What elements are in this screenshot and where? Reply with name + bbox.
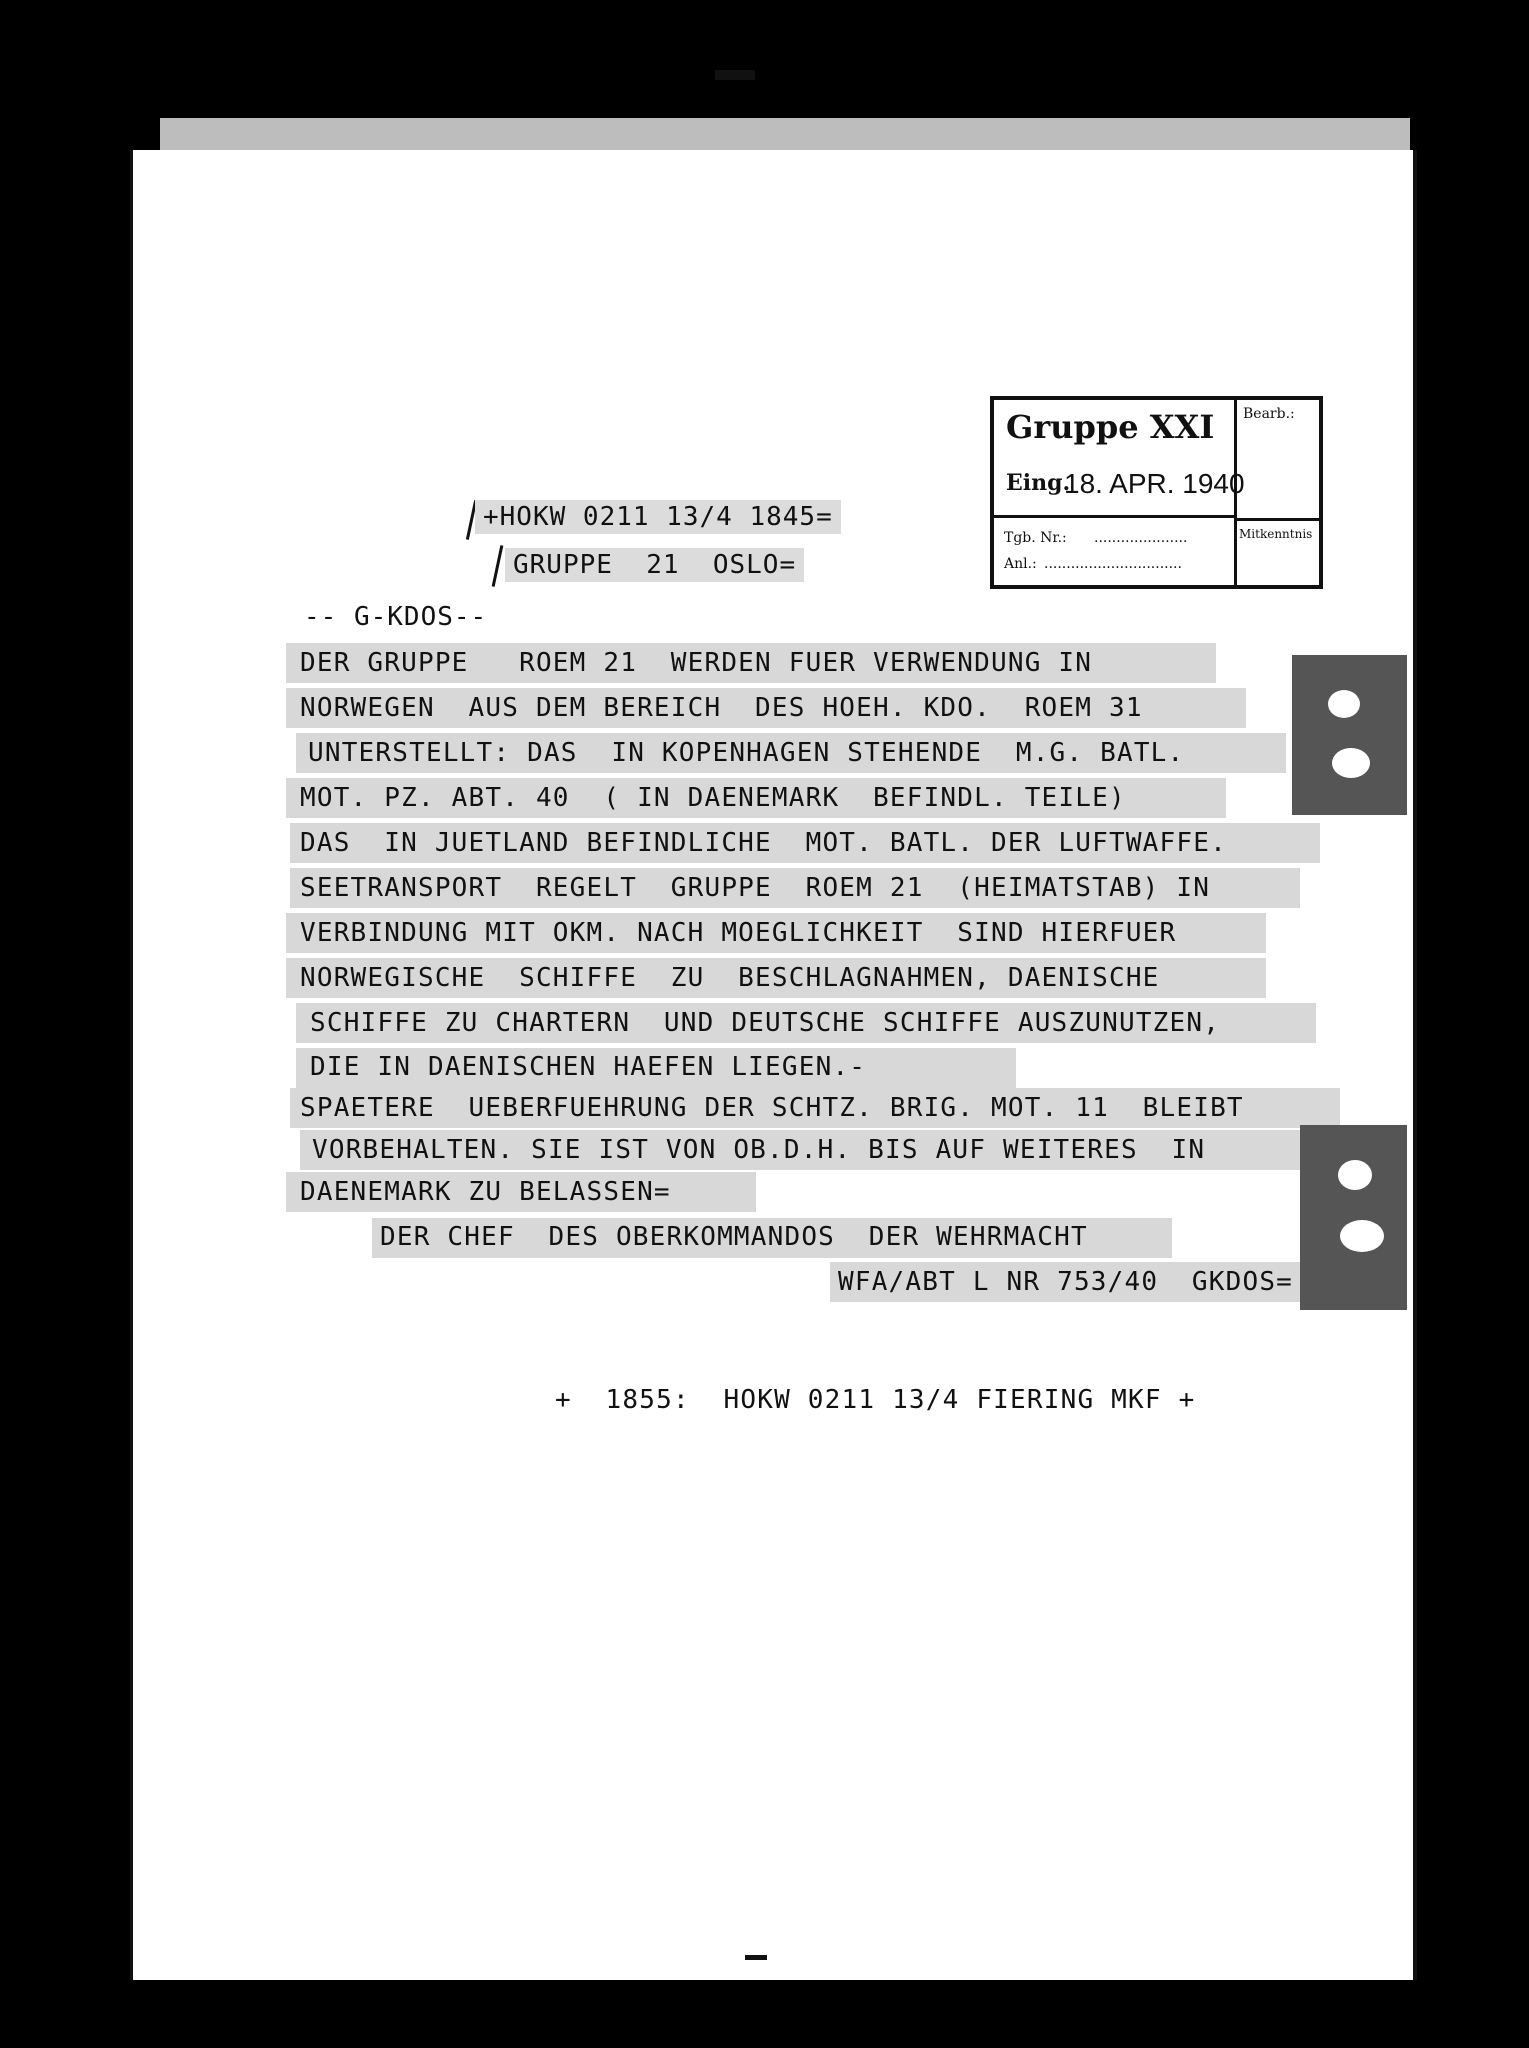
body-line: VORBEHALTEN. SIE IST VON OB.D.H. BIS AUF WEITERES IN bbox=[312, 1135, 1206, 1165]
stamp-tgb-dots: ..................... bbox=[1094, 530, 1188, 546]
body-line: SEETRANSPORT REGELT GRUPPE ROEM 21 (HEIMATSTAB) IN bbox=[300, 873, 1211, 903]
body-line: MOT. PZ. ABT. 40 ( IN DAENEMARK BEFINDL. TEILE) bbox=[300, 783, 1126, 813]
stamp-mitkenntnis-label: Mitkenntnis bbox=[1239, 527, 1313, 541]
stamp-eing-date: 18. APR. 1940 bbox=[1064, 468, 1245, 499]
classification-line: -- G-KDOS-- bbox=[296, 600, 495, 634]
punch-hole-area-bottom bbox=[1300, 1125, 1407, 1310]
punch-hole-area-top bbox=[1292, 655, 1407, 815]
body-line: DIE IN DAENISCHEN HAEFEN LIEGEN.- bbox=[310, 1052, 867, 1082]
telegram-header-line-1: +HOKW 0211 13/4 1845= bbox=[475, 500, 841, 534]
body-line: NORWEGEN AUS DEM BEREICH DES HOEH. KDO. ROEM 31 bbox=[300, 693, 1143, 723]
punch-hole bbox=[1338, 1160, 1372, 1190]
signature-line-1: DER CHEF DES OBERKOMMANDOS DER WEHRMACHT bbox=[380, 1222, 1088, 1252]
body-line: NORWEGISCHE SCHIFFE ZU BESCHLAGNAHMEN, DAENISCHE bbox=[300, 963, 1160, 993]
page-top-shadow bbox=[160, 118, 1410, 152]
stamp-anl-dots: ............................... bbox=[1044, 556, 1182, 572]
stamp-eing-label: Eing. bbox=[1006, 470, 1071, 496]
telegram-header-line-2: GRUPPE 21 OSLO= bbox=[505, 548, 804, 582]
stamp-mitkenntnis-cell bbox=[1237, 518, 1319, 588]
body-line: DAENEMARK ZU BELASSEN= bbox=[300, 1177, 671, 1207]
stamp-bearb-label: Bearb.: bbox=[1243, 406, 1295, 422]
body-line: SPAETERE UEBERFUEHRUNG DER SCHTZ. BRIG. MOT. 11 BLEIBT bbox=[300, 1093, 1244, 1123]
punch-hole bbox=[1340, 1220, 1384, 1252]
stamp-anl-label: Anl.: bbox=[1004, 556, 1037, 572]
bottom-edge-mark bbox=[745, 1955, 767, 1960]
body-line: VERBINDUNG MIT OKM. NACH MOEGLICHKEIT SIND HIERFUER bbox=[300, 918, 1177, 948]
body-line: UNTERSTELLT: DAS IN KOPENHAGEN STEHENDE M.G. BATL. bbox=[308, 738, 1185, 768]
body-line: SCHIFFE ZU CHARTERN UND DEUTSCHE SCHIFFE AUSZUNUTZEN, bbox=[310, 1008, 1221, 1038]
punch-hole bbox=[1328, 690, 1360, 718]
stamp-tgb-label: Tgb. Nr.: bbox=[1004, 530, 1067, 546]
received-stamp bbox=[990, 396, 1323, 589]
signature-line-2: WFA/ABT L NR 753/40 GKDOS= bbox=[838, 1267, 1294, 1297]
punch-hole bbox=[1332, 748, 1370, 778]
top-edge-mark bbox=[715, 70, 755, 80]
body-line: DAS IN JUETLAND BEFINDLICHE MOT. BATL. DER LUFTWAFFE. bbox=[300, 828, 1227, 858]
stamp-bearb-cell bbox=[1237, 400, 1319, 515]
stamp-main-cell bbox=[994, 400, 1245, 518]
body-line: DER GRUPPE ROEM 21 WERDEN FUER VERWENDUNG IN bbox=[300, 648, 1093, 678]
stamp-tgb-cell bbox=[994, 518, 1237, 585]
stamp-title: Gruppe XXI bbox=[1006, 408, 1215, 446]
telegram-footer-line: + 1855: HOKW 0211 13/4 FIERING MKF + bbox=[555, 1385, 1196, 1415]
